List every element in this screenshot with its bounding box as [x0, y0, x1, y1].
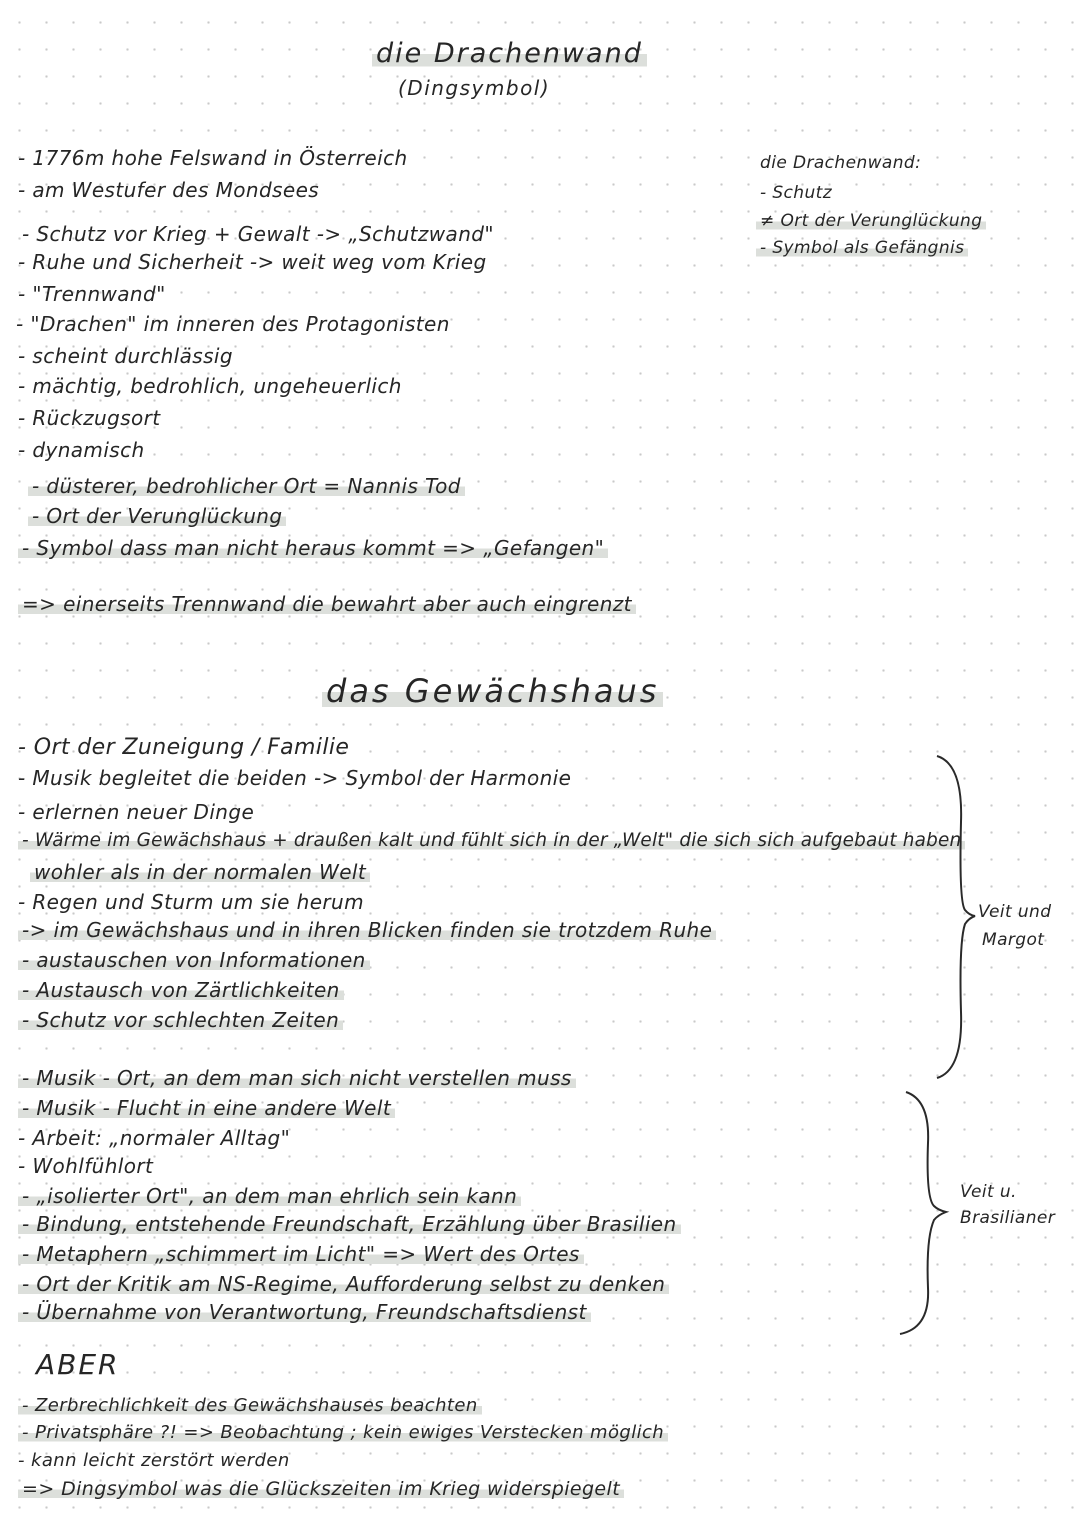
- list-item: - Privatsphäre ?! => Beobachtung ; kein ewiges Verstecken möglich: [18, 1422, 668, 1443]
- brace-label: Veit und: [978, 902, 1052, 922]
- section-title-drachenwand: die Drachenwand: [372, 38, 647, 69]
- list-item: - Musik - Ort, an dem man sich nicht verstellen muss: [18, 1066, 576, 1090]
- list-item: wohler als in der normalen Welt: [30, 860, 370, 884]
- list-item: - Schutz vor schlechten Zeiten: [18, 1008, 343, 1032]
- brace-group1: [915, 752, 975, 1082]
- section-subtitle: (Dingsymbol): [398, 76, 551, 100]
- list-item: - scheint durchlässig: [18, 344, 233, 368]
- list-item: - Rückzugsort: [18, 406, 161, 430]
- list-item: => Dingsymbol was die Glückszeiten im Krieg widerspiegelt: [18, 1478, 624, 1500]
- side-note-item: - Schutz: [760, 183, 833, 203]
- list-item: - dynamisch: [18, 438, 145, 462]
- list-item: - Schutz vor Krieg + Gewalt -> „Schutzwand": [22, 222, 494, 246]
- list-item: - mächtig, bedrohlich, ungeheuerlich: [18, 374, 402, 398]
- list-item: - Zerbrechlichkeit des Gewächshauses beachten: [18, 1395, 482, 1416]
- list-item: - "Trennwand": [18, 282, 166, 306]
- list-item: - Ruhe und Sicherheit -> weit weg vom Krieg: [18, 250, 487, 274]
- side-note-item: ≠ Ort der Verunglückung: [756, 211, 986, 231]
- section-title-gewaechshaus: das Gewächshaus: [322, 672, 663, 710]
- list-item: - „isolierter Ort", an dem man ehrlich sein kann: [18, 1184, 521, 1208]
- list-item: - Metaphern „schimmert im Licht" => Wert des Ortes: [18, 1242, 584, 1266]
- aber-heading: ABER: [36, 1348, 120, 1381]
- list-item: - Arbeit: „normaler Alltag": [18, 1126, 291, 1150]
- list-item: - Musik begleitet die beiden -> Symbol der Harmonie: [18, 766, 572, 790]
- list-item: - Ort der Zuneigung / Familie: [18, 735, 350, 760]
- side-note-title: die Drachenwand:: [760, 153, 922, 173]
- brace-label: Brasilianer: [960, 1208, 1056, 1228]
- list-item: - Symbol dass man nicht heraus kommt => „Gefangen": [18, 536, 608, 560]
- conclusion: => einerseits Trennwand die bewahrt aber auch eingrenzt: [18, 592, 636, 616]
- list-item: - "Drachen" im inneren des Protagonisten: [16, 312, 450, 336]
- brace-group2: [890, 1088, 950, 1338]
- brace-label: Veit u.: [960, 1182, 1017, 1202]
- list-item: - am Westufer des Mondsees: [18, 178, 320, 202]
- list-item: - Austausch von Zärtlichkeiten: [18, 978, 344, 1002]
- side-note-item: - Symbol als Gefängnis: [756, 238, 968, 258]
- list-item: - kann leicht zerstört werden: [18, 1450, 290, 1471]
- list-item: - düsterer, bedrohlicher Ort = Nannis Tod: [28, 474, 465, 498]
- list-item: - Bindung, entstehende Freundschaft, Erzählung über Brasilien: [18, 1212, 681, 1236]
- list-item: - 1776m hohe Felswand in Österreich: [18, 146, 408, 170]
- list-item: - Wohlfühlort: [18, 1154, 154, 1178]
- list-item: - Übernahme von Verantwortung, Freundschaftsdienst: [18, 1300, 591, 1324]
- list-item: - Ort der Verunglückung: [28, 504, 286, 528]
- brace-label: Margot: [982, 930, 1045, 950]
- list-item: - Regen und Sturm um sie herum: [18, 890, 365, 914]
- list-item: - austauschen von Informationen: [18, 948, 370, 972]
- list-item: -> im Gewächshaus und in ihren Blicken finden sie trotzdem Ruhe: [18, 918, 716, 942]
- list-item: - Ort der Kritik am NS-Regime, Aufforderung selbst zu denken: [18, 1272, 669, 1296]
- list-item: - Wärme im Gewächshaus + draußen kalt und fühlt sich in der „Welt" die sich sich aufgebaut haben: [18, 830, 965, 851]
- list-item: - Musik - Flucht in eine andere Welt: [18, 1096, 395, 1120]
- list-item: - erlernen neuer Dinge: [18, 800, 255, 824]
